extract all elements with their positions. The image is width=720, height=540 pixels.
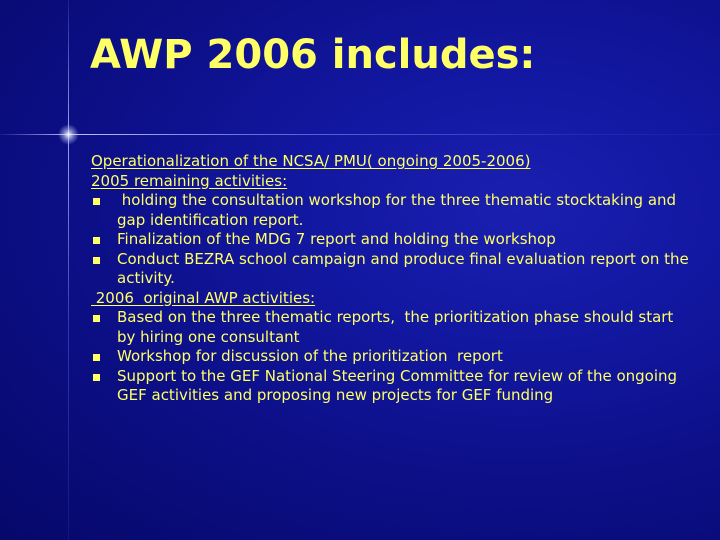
list-item [91, 250, 691, 289]
square-bullet-icon [91, 191, 117, 211]
list-item [91, 367, 691, 406]
list-item [91, 230, 691, 250]
bullet-text: holding the consultation workshop for the three thematic stocktaking and gap identification report. [117, 191, 681, 229]
slide-body [91, 152, 691, 406]
list-item [91, 308, 691, 347]
heading-2005-activities: 2005 remaining activities: [91, 171, 288, 190]
bullet-text: Support to the GEF National Steering Committee for review of the ongoing GEF activities and proposing new projects for GEF funding [117, 366, 678, 404]
bullet-text: Conduct BEZRA school campaign and produce final evaluation report on the activity. [117, 249, 689, 287]
decorative-star-glow [58, 124, 79, 145]
heading-2006-activities: 2006 original AWP activities: [91, 288, 316, 307]
list-item [91, 191, 691, 230]
square-bullet-icon [91, 347, 117, 367]
decorative-vertical-line [68, 0, 69, 540]
heading-operationalization: Operationalization of the NCSA/ PMU( ongoing 2005-2006) [91, 152, 531, 170]
bullet-text: Workshop for discussion of the prioritization report [117, 347, 503, 365]
square-bullet-icon [91, 230, 117, 250]
square-bullet-icon [91, 250, 117, 270]
square-bullet-icon [91, 308, 117, 328]
bullet-text: Based on the three thematic reports, the prioritization phase should start by hiring one consultant [117, 308, 679, 346]
slide-title: AWP 2006 includes: [90, 32, 536, 78]
list-item [91, 347, 691, 367]
bullet-text: Finalization of the MDG 7 report and holding the workshop [117, 230, 556, 248]
square-bullet-icon [91, 367, 117, 387]
decorative-horizontal-line [0, 134, 720, 135]
